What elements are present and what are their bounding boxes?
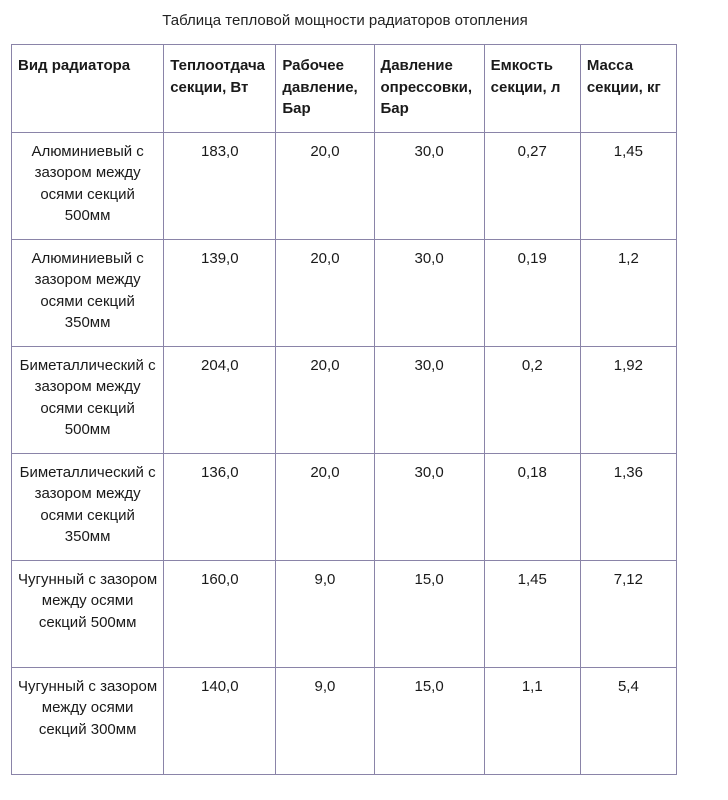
cell-section-capacity: 0,18 bbox=[484, 453, 580, 560]
cell-radiator-type: Чугунный с зазором между осями секций 300мм bbox=[12, 667, 164, 774]
cell-radiator-type: Алюминиевый с зазором между осями секций 500мм bbox=[12, 132, 164, 239]
radiator-power-table bbox=[11, 44, 677, 775]
cell-radiator-type: Биметаллический с зазором между осями секций 500мм bbox=[12, 346, 164, 453]
cell-radiator-type: Алюминиевый с зазором между осями секций 350мм bbox=[12, 239, 164, 346]
cell-section-capacity: 0,2 bbox=[484, 346, 580, 453]
cell-test-pressure: 30,0 bbox=[374, 346, 484, 453]
cell-section-capacity: 0,19 bbox=[484, 239, 580, 346]
cell-radiator-type: Чугунный с зазором между осями секций 500мм bbox=[12, 560, 164, 667]
cell-test-pressure: 30,0 bbox=[374, 239, 484, 346]
table-caption: Таблица тепловой мощности радиаторов отопления bbox=[162, 12, 528, 29]
header-section-capacity: Емкость секции, л bbox=[484, 45, 580, 133]
cell-section-mass: 1,36 bbox=[580, 453, 676, 560]
cell-section-mass: 1,45 bbox=[580, 132, 676, 239]
cell-section-mass: 7,12 bbox=[580, 560, 676, 667]
cell-heat-output: 136,0 bbox=[164, 453, 276, 560]
header-test-pressure: Давление опрессовки, Бар bbox=[374, 45, 484, 133]
table-row bbox=[12, 239, 677, 346]
cell-section-mass: 1,92 bbox=[580, 346, 676, 453]
cell-radiator-type: Биметаллический с зазором между осями секций 350мм bbox=[12, 453, 164, 560]
table-row bbox=[12, 453, 677, 560]
cell-test-pressure: 30,0 bbox=[374, 132, 484, 239]
cell-section-capacity: 0,27 bbox=[484, 132, 580, 239]
table-row bbox=[12, 346, 677, 453]
cell-working-pressure: 20,0 bbox=[276, 453, 374, 560]
cell-section-mass: 1,2 bbox=[580, 239, 676, 346]
cell-test-pressure: 15,0 bbox=[374, 560, 484, 667]
table-row bbox=[12, 132, 677, 239]
cell-heat-output: 139,0 bbox=[164, 239, 276, 346]
cell-working-pressure: 20,0 bbox=[276, 132, 374, 239]
table-row bbox=[12, 560, 677, 667]
header-working-pressure: Рабочее давление, Бар bbox=[276, 45, 374, 133]
cell-working-pressure: 20,0 bbox=[276, 346, 374, 453]
cell-heat-output: 140,0 bbox=[164, 667, 276, 774]
cell-test-pressure: 15,0 bbox=[374, 667, 484, 774]
cell-section-capacity: 1,45 bbox=[484, 560, 580, 667]
cell-section-capacity: 1,1 bbox=[484, 667, 580, 774]
header-heat-output: Теплоотдача секции, Вт bbox=[164, 45, 276, 133]
cell-working-pressure: 20,0 bbox=[276, 239, 374, 346]
table-row bbox=[12, 667, 677, 774]
table-header-row bbox=[12, 45, 677, 133]
cell-working-pressure: 9,0 bbox=[276, 560, 374, 667]
cell-heat-output: 160,0 bbox=[164, 560, 276, 667]
cell-working-pressure: 9,0 bbox=[276, 667, 374, 774]
cell-section-mass: 5,4 bbox=[580, 667, 676, 774]
cell-test-pressure: 30,0 bbox=[374, 453, 484, 560]
header-radiator-type: Вид радиатора bbox=[12, 45, 164, 133]
header-section-mass: Масса секции, кг bbox=[580, 45, 676, 133]
cell-heat-output: 204,0 bbox=[164, 346, 276, 453]
cell-heat-output: 183,0 bbox=[164, 132, 276, 239]
